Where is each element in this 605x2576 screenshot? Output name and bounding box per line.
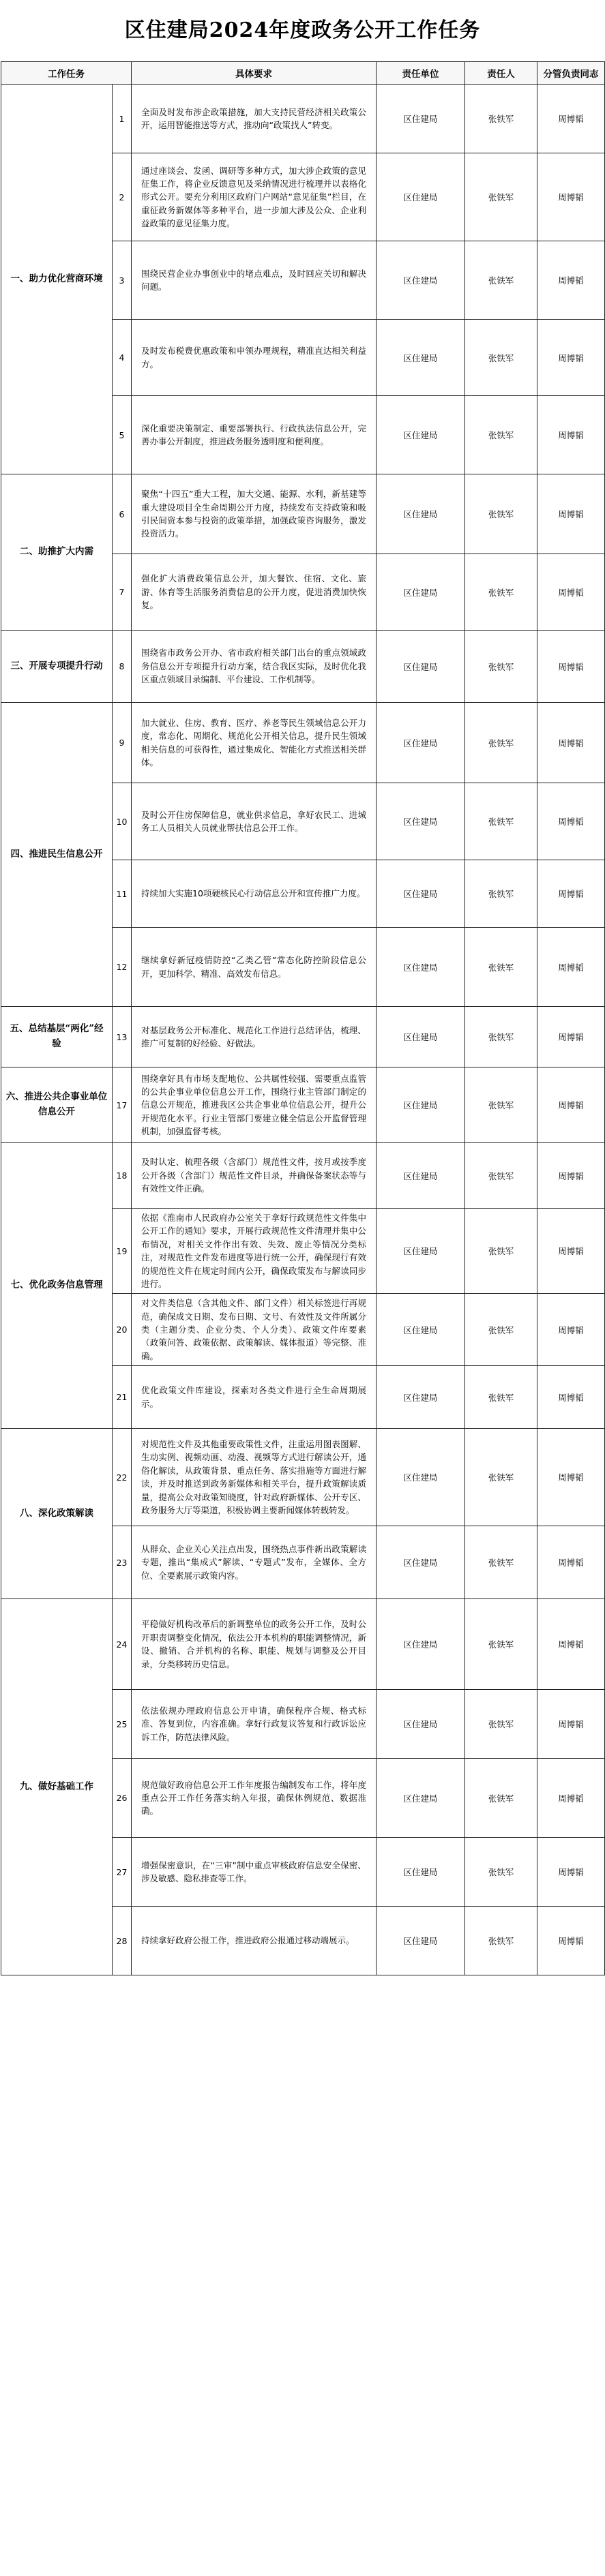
responsible-unit: 区住建局 (377, 85, 465, 153)
requirement-text: 及时认定、梳理各级（含部门）规范性文件，按月或按季度公开各级（含部门）规范性文件目录，并确保备案状态等与有效性文件正确。 (141, 1157, 366, 1194)
table-row (1, 1429, 605, 1526)
table-row (1, 1143, 605, 1209)
responsible-unit: 区住建局 (377, 1838, 465, 1907)
requirement-text: 围绕拿好具有市场支配地位、公共属性较强、需要重点监管的公共企事业单位信息公开工作，围绕行业主管部门制定的信息公开规范，推进我区公共企事业单位信息公开，提升公开规范化水平。行业主管部门要建立健全信息公开监督管理机制，加强监督考核。 (141, 1073, 366, 1137)
supervising-leader: 周博韬 (537, 631, 605, 703)
responsible-unit: 区住建局 (377, 783, 465, 860)
supervising-leader: 周博韬 (537, 1366, 605, 1429)
task-requirement (132, 703, 377, 783)
requirement-text: 增强保密意识，在“三审”制中重点审核政府信息安全保密、涉及敏感、隐私排查等工作。 (141, 1860, 366, 1884)
task-category: 八、深化政策解读 (1, 1429, 113, 1599)
task-requirement (132, 1294, 377, 1366)
responsible-person: 张铁军 (465, 241, 537, 320)
task-category: 七、优化政务信息管理 (1, 1143, 113, 1429)
responsible-person: 张铁军 (465, 1838, 537, 1907)
task-number: 28 (113, 1907, 132, 1975)
requirement-text: 对基层政务公开标准化、规范化工作进行总结评估，梳理、推广可复制的好经验、好做法。 (141, 1025, 366, 1048)
task-category: 九、做好基础工作 (1, 1599, 113, 1975)
requirement-text: 聚焦“十四五”重大工程，加大交通、能源、水利，新基建等重大建设项目全生命周期公开力度，持续发布支持政策和吸引民间资本参与投资的政策举措，加强政策咨询服务，激发投资活力。 (141, 489, 366, 539)
table-row (1, 1007, 605, 1067)
responsible-person: 张铁军 (465, 1690, 537, 1759)
task-requirement (132, 1690, 377, 1759)
requirement-text: 持续拿好政府公报工作，推进政府公报通过移动端展示。 (141, 1935, 355, 1946)
task-number: 9 (113, 703, 132, 783)
responsible-person: 张铁军 (465, 396, 537, 474)
responsible-unit: 区住建局 (377, 1143, 465, 1209)
responsible-person: 张铁军 (465, 1366, 537, 1429)
task-requirement (132, 1907, 377, 1975)
task-requirement (132, 1366, 377, 1429)
requirement-text: 通过座谈会、发函、调研等多种方式，加大涉企政策的意见征集工作，将企业反馈意见及采纳情况进行梳理并以表格化形式公开。要充分利用区政府门户网站“意见征集”栏目，在重征政务新媒体等多种平台，进一步加大涉及公众、企业利益政策的意见征集力度。 (141, 165, 366, 229)
requirement-text: 围绕省市政务公开办、省市政府相关部门出台的重点领域政务信息公开专项提升行动方案，结合我区实际，及时优化我区重点领域目录编制、平台建设、工作机制等。 (141, 648, 366, 685)
header-task: 工作任务 (1, 62, 132, 85)
requirement-text: 及时公开住房保障信息，就业供求信息，拿好农民工、进城务工人员相关人员就业帮扶信息公开工作。 (141, 809, 366, 833)
header-row (1, 62, 605, 85)
task-number: 25 (113, 1690, 132, 1759)
task-category: 六、推进公共企事业单位信息公开 (1, 1067, 113, 1143)
responsible-unit: 区住建局 (377, 928, 465, 1007)
responsible-person: 张铁军 (465, 631, 537, 703)
header-requirement: 具体要求 (132, 62, 377, 85)
requirement-text: 依法依规办理政府信息公开申请，确保程序合规、格式标准、答复到位，内容准确。拿好行政复议答复和行政诉讼应诉工作，防范法律风险。 (141, 1706, 366, 1742)
task-number: 3 (113, 241, 132, 320)
requirement-text: 优化政策文件库建设，探索对各类文件进行全生命周期展示。 (141, 1385, 366, 1409)
header-unit: 责任单位 (377, 62, 465, 85)
responsible-person: 张铁军 (465, 703, 537, 783)
responsible-unit: 区住建局 (377, 1599, 465, 1690)
responsible-unit: 区住建局 (377, 703, 465, 783)
task-number: 13 (113, 1007, 132, 1067)
table-row (1, 631, 605, 703)
task-requirement (132, 241, 377, 320)
requirement-text: 围绕民营企业办事创业中的堵点难点，及时回应关切和解决问题。 (141, 268, 366, 292)
task-requirement (132, 1007, 377, 1067)
supervising-leader: 周博韬 (537, 703, 605, 783)
task-number: 7 (113, 554, 132, 631)
responsible-unit: 区住建局 (377, 1294, 465, 1366)
responsible-unit: 区住建局 (377, 554, 465, 631)
task-requirement (132, 860, 377, 928)
responsible-person: 张铁军 (465, 320, 537, 396)
task-requirement (132, 474, 377, 554)
supervising-leader: 周博韬 (537, 1209, 605, 1294)
task-number: 26 (113, 1759, 132, 1838)
requirement-text: 及时发布税费优惠政策和申领办理规程，精准直达相关利益方。 (141, 346, 366, 369)
task-category: 一、助力优化营商环境 (1, 85, 113, 474)
task-category: 五、总结基层“两化”经验 (1, 1007, 113, 1067)
responsible-unit: 区住建局 (377, 860, 465, 928)
responsible-person: 张铁军 (465, 85, 537, 153)
requirement-text: 强化扩大消费政策信息公开，加大餐饮、住宿、文化、旅游、体育等生活服务消费信息的公开力度，促进消费加快恢复。 (141, 573, 366, 611)
responsible-person: 张铁军 (465, 1209, 537, 1294)
requirement-text: 平稳做好机构改革后的新调整单位的政务公开工作，及时公开职责调整变化情况，依法公开本机构的职能调整情况，新设、撤销、合并机构的名称、职能、规划与调整及公开目录，分类移转历史信息。 (141, 1619, 366, 1669)
supervising-leader: 周博韬 (537, 1759, 605, 1838)
responsible-person: 张铁军 (465, 1429, 537, 1526)
task-category: 四、推进民生信息公开 (1, 703, 113, 1007)
supervising-leader: 周博韬 (537, 474, 605, 554)
supervising-leader: 周博韬 (537, 1007, 605, 1067)
table-row (1, 85, 605, 153)
requirement-text: 对文件类信息（含其他文件、部门文件）相关标签进行再规范，确保成文日期、发布日期、文号、有效性及文件所属分类（主题分类、企业分类、个人分类）、政策文件库要素（政策问答、政策依据、政策解读、媒体报道）等完整、准确。 (141, 1298, 366, 1361)
requirement-text: 对规范性文件及其他重要政策性文件，注重运用图表图解、生动实例、视频动画、动漫、视频等方式进行解读公开，通俗化解读，从政策背景、重点任务、落实措施等方面进行解读，并及时推送到政务新媒体和相关平台，提升政策解读质量，提高公众对政策知晓度，针对政府新媒体、公开专区、政务服务大厅等渠道，积极协调主要新闻媒体转载转发。 (141, 1439, 366, 1515)
responsible-unit: 区住建局 (377, 1007, 465, 1067)
responsible-unit: 区住建局 (377, 320, 465, 396)
task-requirement (132, 554, 377, 631)
responsible-person: 张铁军 (465, 153, 537, 241)
supervising-leader: 周博韬 (537, 928, 605, 1007)
table-row (1, 474, 605, 554)
responsible-unit: 区住建局 (377, 1526, 465, 1599)
supervising-leader: 周博韬 (537, 1838, 605, 1907)
responsible-person: 张铁军 (465, 1907, 537, 1975)
task-table (1, 61, 605, 1975)
task-number: 23 (113, 1526, 132, 1599)
task-requirement (132, 783, 377, 860)
task-number: 17 (113, 1067, 132, 1143)
table-row (1, 703, 605, 783)
task-number: 11 (113, 860, 132, 928)
requirement-text: 持续加大实施10项硬核民心行动信息公开和宣传推广力度。 (141, 888, 366, 899)
supervising-leader: 周博韬 (537, 153, 605, 241)
responsible-person: 张铁军 (465, 1294, 537, 1366)
task-number: 24 (113, 1599, 132, 1690)
responsible-unit: 区住建局 (377, 1067, 465, 1143)
table-row (1, 1067, 605, 1143)
task-requirement (132, 1599, 377, 1690)
task-table-body (1, 85, 605, 1975)
responsible-unit: 区住建局 (377, 1366, 465, 1429)
requirement-text: 深化重要决策制定、重要部署执行、行政执法信息公开，完善办事公开制度，推进政务服务透明度和便利度。 (141, 423, 366, 446)
requirement-text: 从群众、企业关心关注点出发，围绕热点事件新出政策解读专题，推出“集成式”解读、“专题式”发布，全媒体、全方位、全要素展示政策内容。 (141, 1544, 366, 1581)
task-number: 5 (113, 396, 132, 474)
supervising-leader: 周博韬 (537, 554, 605, 631)
task-number: 8 (113, 631, 132, 703)
supervising-leader: 周博韬 (537, 860, 605, 928)
responsible-person: 张铁军 (465, 1007, 537, 1067)
requirement-text: 加大就业、住房、教育、医疗、养老等民生领域信息公开力度，常态化、周期化、规范化公开相关信息，提升民生领域相关信息的可获得性，通过集成化、智能化方式推送相关群体。 (141, 717, 366, 768)
responsible-person: 张铁军 (465, 928, 537, 1007)
task-category: 三、开展专项提升行动 (1, 631, 113, 703)
responsible-person: 张铁军 (465, 1526, 537, 1599)
supervising-leader: 周博韬 (537, 1429, 605, 1526)
responsible-unit: 区住建局 (377, 631, 465, 703)
supervising-leader: 周博韬 (537, 396, 605, 474)
task-requirement (132, 153, 377, 241)
task-number: 21 (113, 1366, 132, 1429)
responsible-unit: 区住建局 (377, 241, 465, 320)
responsible-unit: 区住建局 (377, 1429, 465, 1526)
requirement-text: 规范做好政府信息公开工作年度报告编制发布工作，将年度重点公开工作任务落实纳入年报，确保体例规范、数据准确。 (141, 1779, 366, 1817)
supervising-leader: 周博韬 (537, 1907, 605, 1975)
task-requirement (132, 1429, 377, 1526)
responsible-person: 张铁军 (465, 860, 537, 928)
task-number: 2 (113, 153, 132, 241)
responsible-unit: 区住建局 (377, 396, 465, 474)
responsible-person: 张铁军 (465, 554, 537, 631)
responsible-unit: 区住建局 (377, 1759, 465, 1838)
responsible-unit: 区住建局 (377, 1209, 465, 1294)
task-requirement (132, 1759, 377, 1838)
task-requirement (132, 928, 377, 1007)
task-number: 12 (113, 928, 132, 1007)
responsible-unit: 区住建局 (377, 153, 465, 241)
supervising-leader: 周博韬 (537, 1294, 605, 1366)
requirement-text: 继续拿好新冠疫情防控“乙类乙管”常态化防控阶段信息公开，更加科学、精准、高效发布信息。 (141, 955, 366, 979)
responsible-person: 张铁军 (465, 474, 537, 554)
task-number: 1 (113, 85, 132, 153)
responsible-person: 张铁军 (465, 1759, 537, 1838)
supervising-leader: 周博韬 (537, 241, 605, 320)
supervising-leader: 周博韬 (537, 1599, 605, 1690)
responsible-unit: 区住建局 (377, 1907, 465, 1975)
task-number: 18 (113, 1143, 132, 1209)
supervising-leader: 周博韬 (537, 320, 605, 396)
task-requirement (132, 1067, 377, 1143)
responsible-person: 张铁军 (465, 783, 537, 860)
task-number: 20 (113, 1294, 132, 1366)
task-requirement (132, 1209, 377, 1294)
task-requirement (132, 85, 377, 153)
document-title: 区住建局2024年度政务公开工作任务 (124, 18, 481, 42)
responsible-unit: 区住建局 (377, 474, 465, 554)
task-requirement (132, 1838, 377, 1907)
responsible-person: 张铁军 (465, 1599, 537, 1690)
supervising-leader: 周博韬 (537, 1690, 605, 1759)
supervising-leader: 周博韬 (537, 1526, 605, 1599)
supervising-leader: 周博韬 (537, 1143, 605, 1209)
task-requirement (132, 1526, 377, 1599)
header-leader: 分管负责同志 (537, 62, 605, 85)
responsible-person: 张铁军 (465, 1143, 537, 1209)
task-number: 6 (113, 474, 132, 554)
task-number: 4 (113, 320, 132, 396)
supervising-leader: 周博韬 (537, 1067, 605, 1143)
requirement-text: 依据《淮南市人民政府办公室关于拿好行政规范性文件集中公开工作的通知》要求，开展行政规范性文件清理并集中公布情况，对相关文件作出有效、失效、废止等情况分类标注，对规范性文件发布进度等进行统一公开，确保现行有效的规范性文件在规定时间内公开，确保政策发布与解读同步进行。 (141, 1213, 366, 1289)
header-person: 责任人 (465, 62, 537, 85)
task-requirement (132, 1143, 377, 1209)
task-number: 19 (113, 1209, 132, 1294)
requirement-text: 全面及时发布涉企政策措施，加大支持民营经济相关政策公开，运用智能推送等方式，推动向“政策找人”转变。 (141, 106, 366, 130)
task-number: 10 (113, 783, 132, 860)
task-requirement (132, 396, 377, 474)
task-category: 二、助推扩大内需 (1, 474, 113, 631)
responsible-unit: 区住建局 (377, 1690, 465, 1759)
task-requirement (132, 320, 377, 396)
task-number: 22 (113, 1429, 132, 1526)
table-row (1, 1599, 605, 1690)
supervising-leader: 周博韬 (537, 783, 605, 860)
supervising-leader: 周博韬 (537, 85, 605, 153)
task-requirement (132, 631, 377, 703)
responsible-person: 张铁军 (465, 1067, 537, 1143)
task-number: 27 (113, 1838, 132, 1907)
